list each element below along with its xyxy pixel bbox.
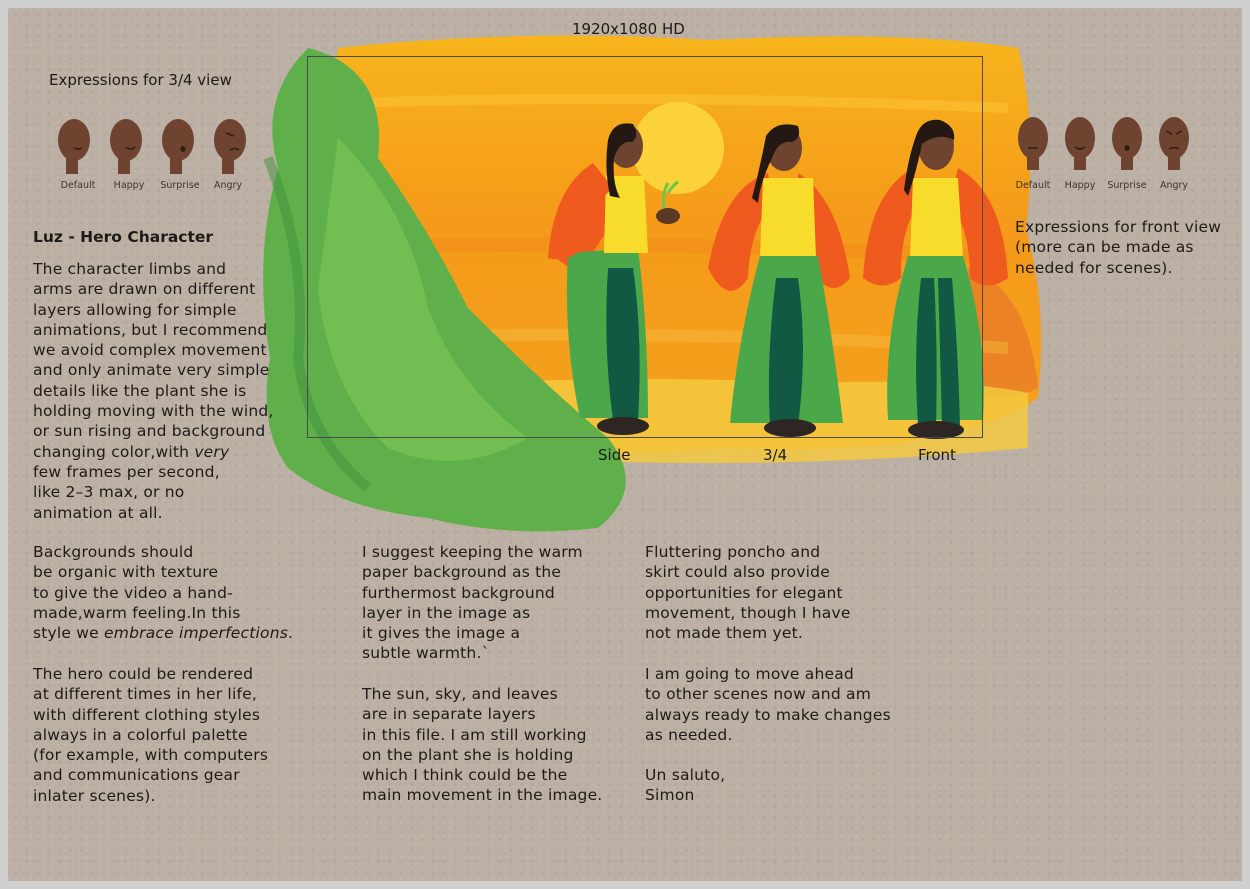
head-front-surprise [1112, 117, 1142, 170]
exp-label-happy: Happy [113, 180, 145, 191]
right-paragraph-2: I am going to move ahead to other scenes now and am always ready to make changes as needed. [645, 665, 891, 744]
exp-label-front-happy: Happy [1064, 180, 1096, 191]
head-front-default [1018, 117, 1048, 170]
hero-paragraph-3: The hero could be rendered at different times in her life, with different clothing styles always in a colorful palette (for example, with computers and communications gear inlater scenes). [33, 665, 269, 805]
head-3-4-angry [214, 119, 246, 174]
middle-paragraph-1: I suggest keeping the warm paper background as the furthermost background layer in the image as it gives the image a subtle warmth.` [362, 543, 583, 663]
expressions-3-4-title: Expressions for 3/4 view [49, 71, 232, 89]
expressions-3-4-heads [52, 116, 252, 180]
exp-label-default: Default [60, 180, 96, 191]
exp-label-angry: Angry [213, 180, 243, 191]
exp-label-front-default: Default [1015, 180, 1051, 191]
hero-title: Luz - Hero Character [33, 228, 214, 246]
exp-label-front-surprise: Surprise [1107, 180, 1147, 191]
expressions-front-heads [1013, 112, 1203, 176]
hd-frame [307, 56, 983, 438]
exp-label-front-angry: Angry [1159, 180, 1189, 191]
exp-label-surprise: Surprise [160, 180, 200, 191]
middle-paragraph-2: The sun, sky, and leaves are in separate layers in this file. I am still working on the plant she is holding which I think could be the main movement in the image. [362, 685, 603, 805]
hero-paragraph-1: The character limbs and arms are drawn on different layers allowing for simple animations, but I recommend we avoid complex movement and only animate very simple details like the plant she is holding moving with the wind, or sun rising and background changing color,with very few frames per second, like 2–3 max, or no animation at all. [33, 260, 274, 522]
signature: Un saluto, Simon [645, 766, 726, 805]
head-front-angry [1159, 117, 1189, 170]
view-label-3-4: 3/4 [763, 446, 788, 464]
view-label-side: Side [598, 446, 631, 464]
expressions-front-caption: Expressions for front view (more can be made as needed for scenes). [1015, 218, 1222, 277]
hd-label: 1920x1080 HD [572, 20, 685, 38]
head-front-happy [1065, 117, 1095, 170]
head-3-4-default [58, 119, 90, 174]
head-3-4-happy [110, 119, 142, 174]
view-label-front: Front [918, 446, 956, 464]
hero-paragraph-2: Backgrounds should be organic with texture to give the video a hand- made,warm feeling.In this style we embrace imperfections. [33, 543, 294, 643]
head-3-4-surprise [162, 119, 194, 174]
right-paragraph-1: Fluttering poncho and skirt could also provide opportunities for elegant movement, though I have not made them yet. [645, 543, 851, 643]
